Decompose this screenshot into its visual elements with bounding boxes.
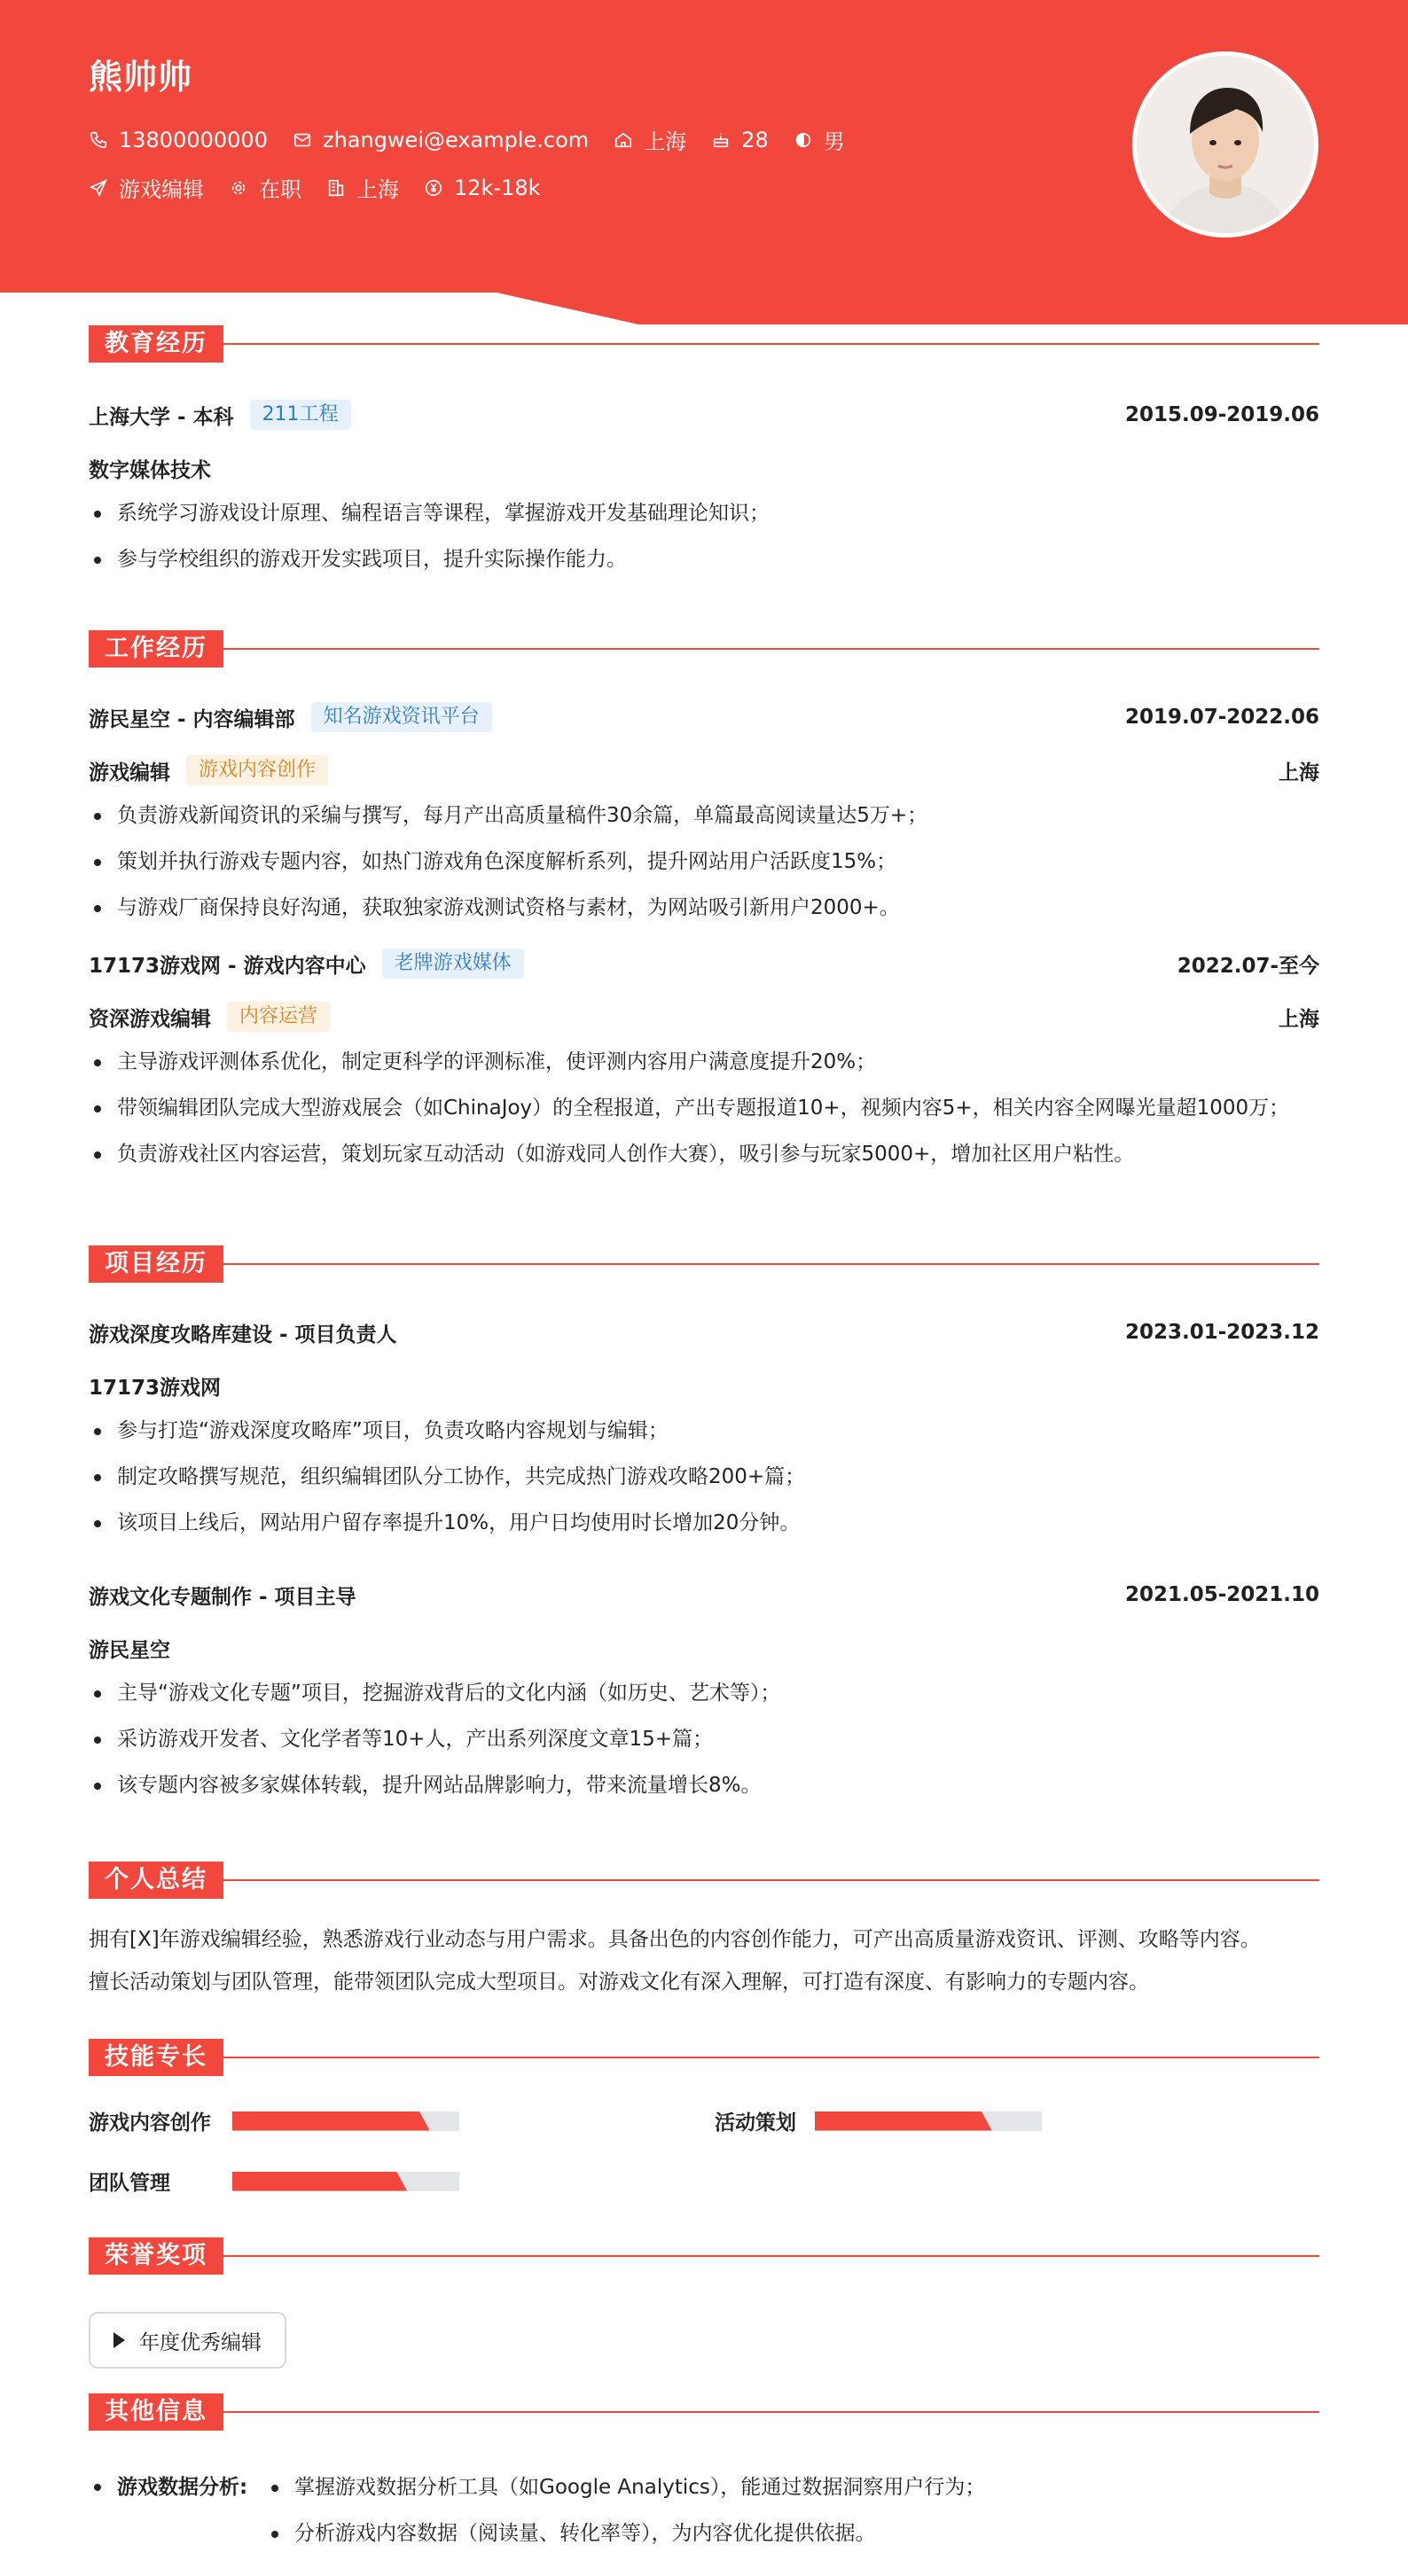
gender-item [794,124,845,155]
skill-item [715,2106,1042,2135]
work-item-header [89,702,1319,732]
skill-bar-fill [815,2112,992,2131]
project-org: 17173游戏网 [89,1376,222,1400]
contact-row [89,124,870,155]
job-value: 游戏编辑 [119,177,204,202]
email-item [293,128,589,152]
section-title-label: 个人总结 [89,1862,223,1899]
yen-coin-icon [424,178,443,198]
target-city-item [326,172,399,203]
project-name: 游戏文化专题制作 - 项目主导 [89,1585,356,1609]
salary-value: 12k-18k [454,175,541,200]
email-value: zhangwei@example.com [322,127,590,152]
work-bullets [89,1039,1319,1177]
list-item: 负责游戏社区内容运营，策划玩家互动活动（如游戏同人创作大赛），吸引参与玩家5000+，增加社区用户粘性。 [89,1131,1319,1177]
education-section [89,325,1319,582]
job-intent-row [89,172,566,203]
company-name: 游民星空 - 内容编辑部 [89,707,295,731]
work-location: 上海 [1279,761,1319,785]
other-info-bullets [266,2464,985,2556]
work-role-row [89,1002,1319,1032]
section-title [89,2393,1319,2431]
other-info-label: 游戏数据分析: [117,2476,248,2499]
company-badge: 知名游戏资讯平台 [311,702,492,732]
section-title-label: 工作经历 [89,630,223,667]
list-item: 制定攻略撰写规范，组织编辑团队分工协作，共完成热门游戏攻略200+篇； [89,1454,1319,1500]
list-item: 参与打造“游戏深度攻略库”项目，负责攻略内容规划与编辑； [89,1408,1319,1454]
list-item: 该专题内容被多家媒体转载，提升网站品牌影响力，带来流量增长8%。 [89,1762,1319,1808]
mail-icon [293,130,312,150]
phone-icon [89,130,108,150]
projects-section [89,1245,1319,1808]
status-item [229,172,301,203]
target-city-value: 上海 [356,177,399,202]
list-item: 主导游戏评测体系优化，制定更科学的评测标准，使评测内容用户满意度提升20%； [89,1039,1319,1085]
project-org-row [89,1633,1319,1663]
section-divider [223,2057,1319,2058]
work-location: 上海 [1279,1007,1319,1031]
list-item: 采访游戏开发者、文化学者等10+人，产出系列深度文章15+篇； [89,1716,1319,1762]
honors-section [89,2237,1319,2388]
skill-bar [232,2112,459,2131]
work-item-header [89,948,1319,979]
list-item: 掌握游戏数据分析工具（如Google Analytics），能通过数据洞察用户行为； [266,2464,985,2510]
project-bullets [89,1670,1319,1808]
section-title-label: 其他信息 [89,2393,223,2431]
education-bullets [89,490,1319,582]
major-name: 数字媒体技术 [89,458,211,482]
gender-value: 男 [823,129,845,154]
project-header-row [89,1317,1319,1347]
skill-name: 团队管理 [89,2172,170,2195]
age-item [711,128,769,152]
work-bullets [89,792,1319,931]
section-title-label: 技能专长 [89,2039,223,2076]
section-divider [223,343,1319,345]
major-row [89,453,1319,483]
building-icon [326,178,346,198]
role-badge: 游戏内容创作 [186,755,328,785]
job-item [89,172,204,203]
project-name: 游戏深度攻略库建设 - 项目负责人 [89,1323,397,1347]
list-item: 参与学校组织的游戏开发实践项目，提升实际操作能力。 [89,536,1319,582]
avatar [1132,51,1318,238]
work-section [89,630,1319,1177]
city-item [614,124,686,155]
phone-item [89,128,268,152]
education-header-row [89,400,1319,430]
section-title [89,630,1319,667]
home-icon [614,130,633,150]
role-name: 游戏编辑 [89,761,170,785]
honor-item[interactable] [89,2312,286,2369]
section-title [89,1862,1319,1899]
bullet-dot [94,2484,101,2491]
summary-section [89,1862,1319,2003]
avatar-portrait-icon [1137,56,1314,233]
status-value: 在职 [259,177,301,202]
school-name: 上海大学 - 本科 [89,405,234,429]
send-icon [89,178,108,198]
section-title [89,2039,1319,2076]
list-item: 策划并执行游戏专题内容，如热门游戏角色深度解析系列，提升网站用户活跃度15%； [89,839,1319,885]
project-bullets [89,1408,1319,1546]
skills-section [89,2039,1319,2216]
role-name: 资深游戏编辑 [89,1007,211,1031]
list-item: 该项目上线后，网站用户留存率提升10%，用户日均使用时长增加20分钟。 [89,1500,1319,1546]
company-badge: 老牌游戏媒体 [382,948,524,979]
work-date: 2019.07-2022.06 [1124,706,1319,729]
section-title-label: 荣誉奖项 [89,2237,223,2275]
skill-name: 游戏内容创作 [89,2112,211,2135]
list-item: 带领编辑团队完成大型游戏展会（如ChinaJoy）的全程报道，产出专题报道10+，视频内容5+，相关内容全网曝光量超1000万； [89,1085,1319,1131]
summary-text [89,1918,1319,2003]
section-divider [223,2411,1319,2413]
work-date: 2022.07-至今 [1177,954,1319,978]
section-title [89,1245,1319,1283]
honor-label: 年度优秀编辑 [139,2330,262,2354]
skill-item [89,2166,459,2196]
skill-bar [232,2172,459,2191]
section-title-label: 教育经历 [89,325,223,363]
cake-icon [711,130,731,150]
section-divider [223,1879,1319,1881]
candidate-name: 熊帅帅 [89,58,193,97]
project-date: 2021.05-2021.10 [1124,1583,1319,1606]
salary-item [424,176,541,200]
list-item: 负责游戏新闻资讯的采编与撰写，每月产出高质量稿件30余篇，单篇最高阅读量达5万+； [89,792,1319,839]
skill-bar [815,2112,1042,2131]
company-name: 17173游戏网 - 游戏内容中心 [89,954,366,978]
section-divider [223,2255,1319,2257]
list-item: 分析游戏内容数据（阅读量、转化率等），为内容优化提供依据。 [266,2510,985,2556]
work-role-row [89,755,1319,785]
section-divider [223,648,1319,650]
list-item: 系统学习游戏设计原理、编程语言等课程，掌握游戏开发基础理论知识； [89,490,1319,536]
gender-icon [794,130,813,150]
school-badge: 211工程 [250,400,351,430]
role-badge: 内容运营 [227,1002,330,1032]
list-item: 主导“游戏文化专题”项目，挖掘游戏背后的文化内涵（如历史、艺术等）； [89,1670,1319,1716]
education-date: 2015.09-2019.06 [1124,403,1319,426]
resume-header [0,0,1408,328]
phone-value: 13800000000 [119,127,268,152]
list-item: 与游戏厂商保持良好沟通，获取独家游戏测试资格与素材，为网站吸引新用户2000+。 [89,885,1319,931]
section-title [89,325,1319,363]
skill-bar-fill [232,2112,430,2131]
skill-bar-fill [232,2172,407,2191]
section-divider [223,1263,1319,1265]
summary-line: 擅长活动策划与团队管理，能带领团队完成大型项目。对游戏文化有深入理解，可打造有深度、有影响力的专题内容。 [89,1971,1149,1994]
section-title [89,2237,1319,2275]
project-org: 游民星空 [89,1638,170,1662]
age-value: 28 [741,127,769,152]
project-header-row [89,1580,1319,1610]
project-org-row [89,1370,1319,1401]
status-icon [229,178,248,198]
city-value: 上海 [644,129,687,154]
skill-item [89,2106,459,2135]
other-section [89,2393,1319,2571]
skill-name: 活动策划 [715,2112,796,2135]
play-triangle-icon [113,2332,125,2348]
project-date: 2023.01-2023.12 [1124,1321,1319,1344]
summary-line: 拥有[X]年游戏编辑经验，熟悉游戏行业动态与用户需求。具备出色的内容创作能力，可产出高质量游戏资讯、评测、攻略等内容。 [89,1928,1261,1951]
section-title-label: 项目经历 [89,1245,223,1283]
